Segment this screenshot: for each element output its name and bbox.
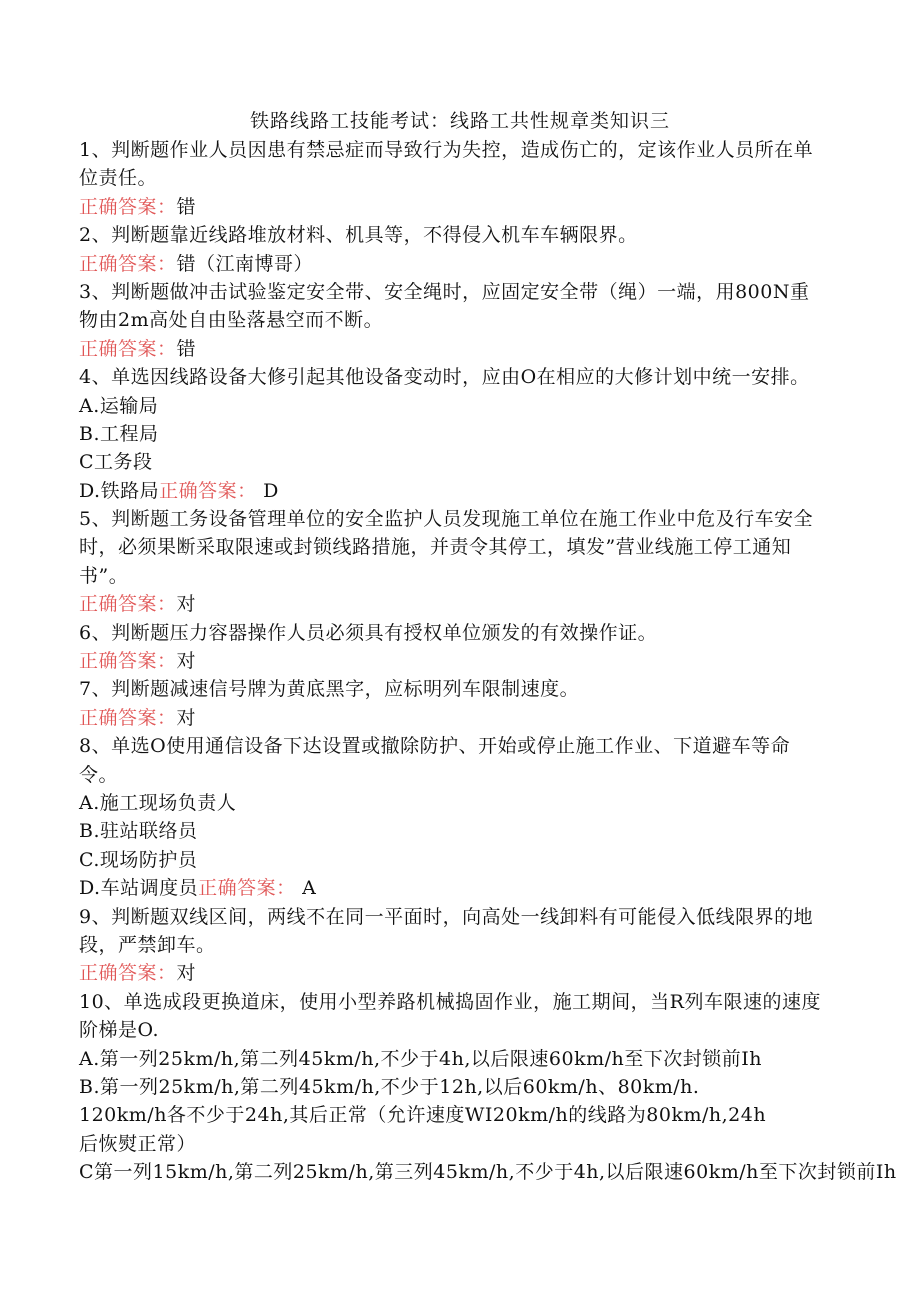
- question-text-line: 阶梯是O.: [79, 1019, 160, 1042]
- option-line: C.现场防护员: [79, 848, 198, 871]
- answer-line: [79, 590, 839, 618]
- answer-line: [79, 647, 839, 675]
- answer-line: [79, 193, 839, 221]
- option-line: 120km/h各不少于24h,其后正常（允许速度WI20km/h的线路为80km/h,24h: [79, 1104, 767, 1127]
- question-text-line: 4、单选因线路设备大修引起其他设备变动时，应由O在相应的大修计划中统一安排。: [79, 366, 810, 389]
- question-text-line: 3、判断题做冲击试验鉴定安全带、安全绳时，应固定安全带（绳）一端，用800N重: [79, 280, 810, 303]
- question-text-line: 书”。: [79, 564, 129, 587]
- answer-line: [79, 335, 839, 363]
- option-line: A.施工现场负责人: [79, 791, 237, 814]
- answer-label: 正确答案：: [198, 877, 296, 900]
- answer-label: 正确答案：: [79, 195, 177, 218]
- question-text-line: 位责任。: [79, 167, 158, 190]
- question-text-line: 6、判断题压力容器操作人员必须具有授权单位颁发的有效操作证。: [79, 621, 658, 644]
- option-text: D.车站调度员: [79, 877, 199, 900]
- option-text: D.铁路局: [79, 479, 160, 502]
- question-text-line: 1、判断题作业人员因患有禁忌症而导致行为失控，造成伤亡的，定该作业人员所在单: [79, 139, 814, 161]
- answer-label: 正确答案：: [159, 479, 257, 502]
- answer-value: 错（江南博哥）: [176, 252, 314, 275]
- answer-line: [79, 704, 839, 732]
- answer-line: [79, 959, 839, 987]
- answer-label: 正确答案：: [79, 706, 177, 729]
- answer-value: 对: [176, 706, 197, 729]
- question-text-line: 段，严禁卸车。: [79, 933, 216, 956]
- answer-label: 正确答案：: [79, 252, 177, 275]
- answer-label: 正确答案：: [79, 593, 177, 616]
- document-title: 铁路线路工技能考试：线路工共性规章类知识三: [249, 110, 670, 132]
- question-text-line: 10、单选成段更换道床，使用小型养路机械捣固作业，施工期间，当R列车限速的速度: [79, 990, 821, 1013]
- answer-label: 正确答案：: [79, 650, 177, 673]
- option-line: C第一列15km/h,第二列25km/h,第三列45km/h,不少于4h,以后限速60km/h至下次封锁前Ih: [79, 1161, 897, 1184]
- question-text-line: 2、判断题靠近线路堆放材料、机具等，不得侵入机车车辆限界。: [79, 224, 638, 247]
- question-text-line: 8、单选O使用通信设备下达设置或撤除防护、开始或停止施工作业、下道避车等命: [79, 735, 791, 758]
- option-line: B.驻站联络员: [79, 820, 198, 843]
- answer-label: 正确答案：: [79, 962, 177, 985]
- question-text-line: 令。: [79, 763, 119, 786]
- answer-value: 错: [176, 337, 197, 360]
- question-text-line: 5、判断题工务设备管理单位的安全监护人员发现施工单位在施工作业中危及行车安全: [79, 508, 814, 531]
- answer-value: 对: [176, 650, 197, 673]
- answer-line: [79, 250, 839, 278]
- option-line: B.工程局: [79, 422, 159, 445]
- question-text-line: 时，必须果断采取限速或封锁线路措施，并责令其停工，填发”营业线施工停工通知: [79, 536, 792, 559]
- option-line: A.运输局: [79, 394, 159, 417]
- question-text-line: 9、判断题双线区间，两线不在同一平面时，向高处一线卸料有可能侵入低线限界的地: [79, 905, 814, 928]
- option-line-with-answer: [79, 477, 839, 505]
- answer-value: A: [295, 877, 317, 900]
- answer-value: 对: [176, 962, 197, 985]
- option-line: A.第一列25km/h,第二列45km/h,不少于4h,以后限速60km/h至下次封锁前Ih: [79, 1047, 762, 1070]
- answer-value: 错: [176, 195, 197, 218]
- question-list: [79, 136, 897, 1186]
- option-line-with-answer: [79, 874, 839, 902]
- question-text-line: 7、判断题减速信号牌为黄底黑字，应标明列车限制速度。: [79, 678, 580, 701]
- answer-label: 正确答案：: [79, 337, 177, 360]
- option-line: C工务段: [79, 451, 153, 474]
- answer-value: 对: [176, 593, 197, 616]
- option-line: 后恢熨正常）: [79, 1132, 197, 1155]
- answer-value: D: [256, 479, 279, 502]
- question-text-line: 物由2m高处自由坠落悬空而不断。: [79, 309, 384, 332]
- option-line: B.第一列25km/h,第二列45km/h,不少于12h,以后60km/h、80km/h.: [79, 1075, 700, 1098]
